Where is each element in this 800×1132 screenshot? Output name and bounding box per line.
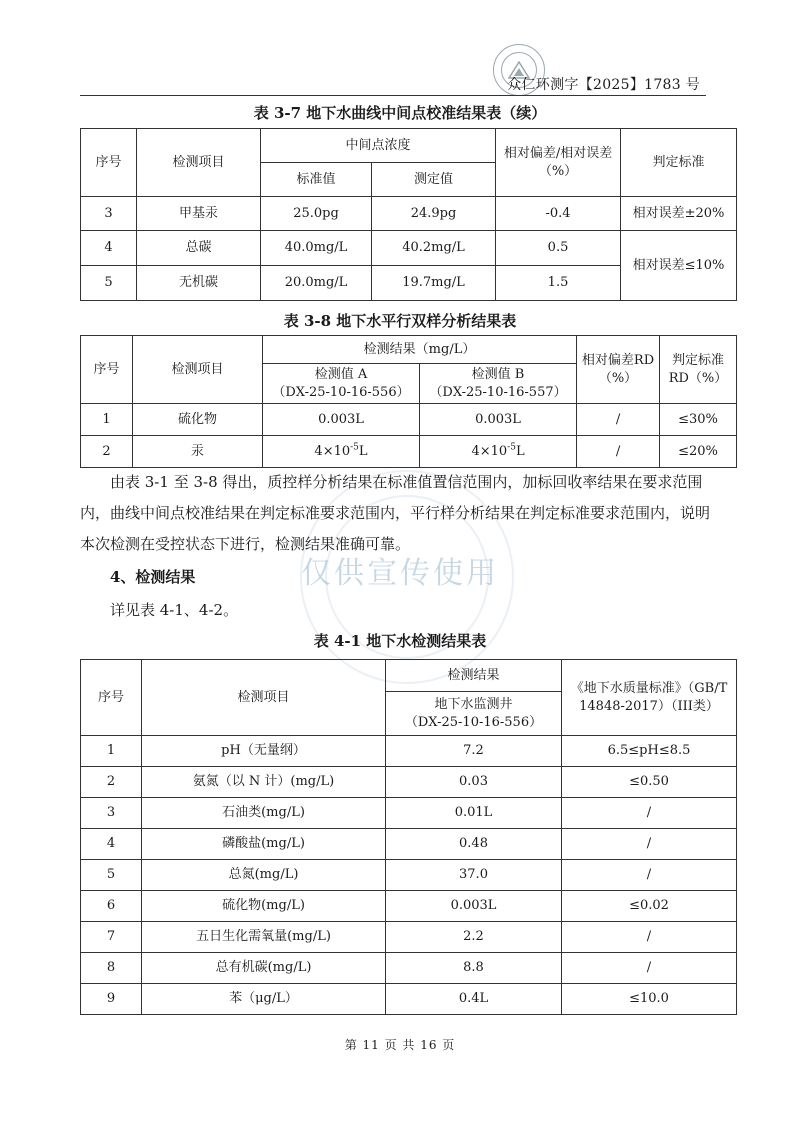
cell-deviation: 1.5 (496, 266, 621, 301)
table-row (81, 767, 737, 798)
cell-no: 4 (81, 231, 137, 266)
header-value-b (420, 364, 577, 404)
cell-item: 无机碳 (137, 266, 261, 301)
report-code: 众仁环测字【2025】1783 号 (507, 77, 700, 93)
cell-value-b (420, 436, 577, 468)
cell-no: 4 (81, 829, 142, 860)
cell-rd: / (577, 436, 660, 468)
cell-value: 7.2 (386, 736, 562, 767)
cell-no: 8 (81, 953, 142, 984)
cell-item: 甲基汞 (137, 197, 261, 231)
cell-limit: / (562, 953, 737, 984)
cell-item: 总碳 (137, 231, 261, 266)
value-a-unit: L (358, 443, 368, 459)
table-4-1-caption: 表 4-1 地下水检测结果表 (313, 632, 487, 650)
cell-item: 硫化物 (133, 404, 263, 436)
cell-criteria: ≤20% (660, 436, 737, 468)
table-row (81, 798, 737, 829)
cell-limit: / (562, 922, 737, 953)
sample-b-id: （DX-25-10-16-557） (429, 384, 567, 400)
table-row (81, 436, 737, 468)
value-a-base: 4×10 (314, 443, 351, 459)
cell-no: 1 (81, 404, 133, 436)
table-row (81, 860, 737, 891)
cell-measured: 40.2mg/L (372, 231, 496, 266)
cell-criteria: 相对误差≤10% (621, 231, 737, 301)
cell-limit: ≤10.0 (562, 984, 737, 1015)
cell-value-a: 0.003L (263, 404, 420, 436)
cell-limit: 6.5≤pH≤8.5 (562, 736, 737, 767)
cell-item: 总有机碳(mg/L) (142, 953, 386, 984)
cell-limit: / (562, 860, 737, 891)
header-rd: 相对偏差RD（%） (577, 336, 660, 404)
table-row (81, 984, 737, 1015)
cell-item: 石油类(mg/L) (142, 798, 386, 829)
cell-value: 0.4L (386, 984, 562, 1015)
cell-no: 7 (81, 922, 142, 953)
header-value-a (263, 364, 420, 404)
cell-value-a (263, 436, 420, 468)
cell-no: 3 (81, 197, 137, 231)
table-row (81, 231, 737, 266)
cell-value: 37.0 (386, 860, 562, 891)
cell-no: 6 (81, 891, 142, 922)
cell-measured: 24.9pg (372, 197, 496, 231)
cell-value: 0.01L (386, 798, 562, 829)
header-divider (80, 95, 706, 96)
cell-value-b: 0.003L (420, 404, 577, 436)
cell-value: 8.8 (386, 953, 562, 984)
cell-item: 硫化物(mg/L) (142, 891, 386, 922)
table-row (81, 736, 737, 767)
cell-no: 5 (81, 860, 142, 891)
value-b-exponent: -5 (507, 442, 516, 453)
cell-no: 2 (81, 436, 133, 468)
header-item: 检测项目 (142, 660, 386, 736)
value-a-exponent: -5 (350, 442, 359, 453)
header-no: 序号 (81, 660, 142, 736)
table-row (81, 953, 737, 984)
cell-item: 磷酸盐(mg/L) (142, 829, 386, 860)
cell-deviation: 0.5 (496, 231, 621, 266)
cell-no: 9 (81, 984, 142, 1015)
value-b-base: 4×10 (471, 443, 508, 459)
cell-rd: / (577, 404, 660, 436)
cell-no: 5 (81, 266, 137, 301)
cell-standard: 25.0pg (261, 197, 372, 231)
page-number: 第 11 页 共 16 页 (344, 1038, 456, 1052)
table-row (81, 197, 737, 231)
cell-item: 氨氮（以 N 计）(mg/L) (142, 767, 386, 798)
cell-deviation: -0.4 (496, 197, 621, 231)
header-no: 序号 (81, 129, 137, 197)
header-no: 序号 (81, 336, 133, 404)
cell-criteria: 相对误差±20% (621, 197, 737, 231)
cell-item: 总氮(mg/L) (142, 860, 386, 891)
value-b-label: 检测值 B (471, 366, 525, 382)
header-mid-conc: 中间点浓度 (261, 129, 496, 163)
table-3-7 (80, 128, 737, 301)
table-3-8 (80, 335, 737, 468)
table-row (81, 922, 737, 953)
value-b-unit: L (515, 443, 525, 459)
cell-item: 汞 (133, 436, 263, 468)
header-item: 检测项目 (137, 129, 261, 197)
cell-no: 3 (81, 798, 142, 829)
cell-measured: 19.7mg/L (372, 266, 496, 301)
header-standard: 标准值 (261, 163, 372, 197)
header-item: 检测项目 (133, 336, 263, 404)
cell-value: 0.48 (386, 829, 562, 860)
table-4-1 (80, 659, 737, 1015)
cell-no: 1 (81, 736, 142, 767)
sample-a-id: （DX-25-10-16-556） (272, 384, 410, 400)
cell-value: 0.03 (386, 767, 562, 798)
header-result: 检测结果 (386, 660, 562, 692)
header-well (386, 692, 562, 736)
table-3-8-caption: 表 3-8 地下水平行双样分析结果表 (283, 312, 517, 330)
cell-no: 2 (81, 767, 142, 798)
cell-limit: ≤0.50 (562, 767, 737, 798)
header-criteria: 判定标准RD（%） (660, 336, 737, 404)
header-deviation: 相对偏差/相对误差（%） (496, 129, 621, 197)
header-standard: 《地下水质量标准》（GB/T 14848-2017）（III类） (562, 660, 737, 736)
table-row (81, 404, 737, 436)
cell-item: pH（无量纲） (142, 736, 386, 767)
conclusion-paragraph: 由表 3-1 至 3-8 得出，质控样分析结果在标准值置信范围内，加标回收率结果在要求范围内，曲线中间点校准结果在判定标准要求范围内，平行样分析结果在判定标准要求范围内，说明本次检测在受控状态下进行，检测结果准确可靠。 (80, 473, 711, 553)
sample-id: （DX-25-10-16-556） (404, 714, 543, 730)
promo-watermark: 仅供宣传使用 (301, 556, 499, 591)
value-a-label: 检测值 A (314, 366, 368, 382)
section-title: 4、检测结果 (110, 568, 196, 586)
table-3-7-caption: 表 3-7 地下水曲线中间点校准结果表（续） (253, 104, 547, 122)
cell-standard: 20.0mg/L (261, 266, 372, 301)
cell-limit: ≤0.02 (562, 891, 737, 922)
cell-value: 0.003L (386, 891, 562, 922)
table-row (81, 891, 737, 922)
table-row (81, 829, 737, 860)
detail-text: 详见表 4-1、4-2。 (110, 601, 239, 619)
cell-item: 五日生化需氧量(mg/L) (142, 922, 386, 953)
cell-limit: / (562, 829, 737, 860)
header-measured: 测定值 (372, 163, 496, 197)
cell-limit: / (562, 798, 737, 829)
header-criteria: 判定标准 (621, 129, 737, 197)
well-label: 地下水监测井 (434, 696, 513, 712)
cell-criteria: ≤30% (660, 404, 737, 436)
header-result: 检测结果（mg/L） (263, 336, 577, 364)
cell-value: 2.2 (386, 922, 562, 953)
cell-standard: 40.0mg/L (261, 231, 372, 266)
cell-item: 苯（μg/L） (142, 984, 386, 1015)
